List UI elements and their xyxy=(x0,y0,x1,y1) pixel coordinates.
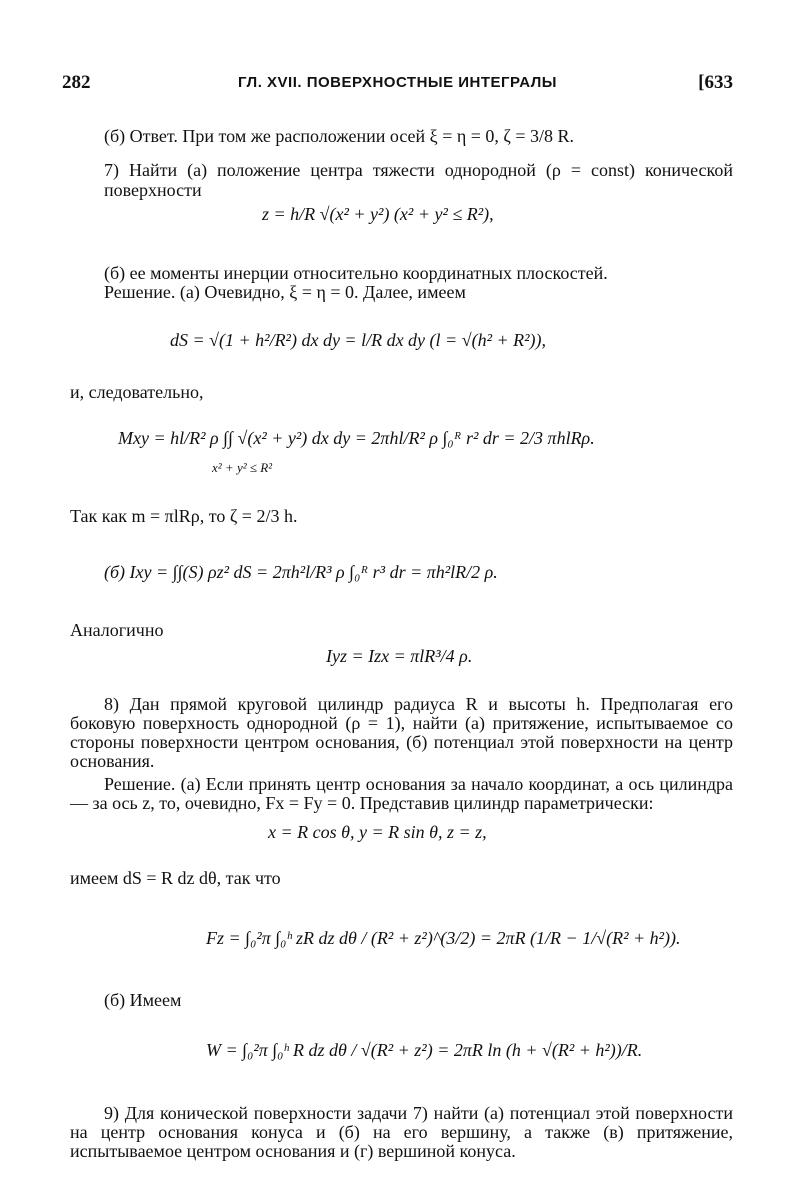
equation-w: W = ∫₀²π ∫₀ʰ R dz dθ / √(R² + z²) = 2πR ln (h + √(R² + h²))/R. xyxy=(206,1040,643,1060)
problem-7-text: 7) Найти (а) положение центра тяжести однородной (ρ = const) конической поверхности xyxy=(104,160,733,200)
hence-text: и, следовательно, xyxy=(70,382,204,402)
equation-param: x = R cos θ, y = R sin θ, z = z, xyxy=(268,822,487,842)
answer-6b: (б) Ответ. При том же расположении осей ξ = η = 0, ζ = 3/8 R. xyxy=(104,126,575,146)
similarly-text: Аналогично xyxy=(70,620,164,640)
since-text: Так как m = πlRρ, то ζ = 2/3 h. xyxy=(70,506,298,526)
section-number: [633 xyxy=(698,72,733,93)
equation-mxy: Mxy = hl/R² ρ ∫∫ √(x² + y²) dx dy = 2πhl/R² ρ ∫₀ᴿ r² dr = 2/3 πhlRρ. xyxy=(118,428,595,448)
solution-7a: Решение. (а) Очевидно, ξ = η = 0. Далее, имеем xyxy=(104,282,466,302)
chapter-title: ГЛ. XVII. ПОВЕРХНОСТНЫЕ ИНТЕГРАЛЫ xyxy=(238,74,557,91)
equation-mxy-domain: x² + y² ≤ R² xyxy=(212,460,273,475)
equation-iyz: Iyz = Izx = πlR³/4 ρ. xyxy=(326,646,473,666)
have-6b-text: (б) Имеем xyxy=(104,990,182,1010)
have-ds-text: имеем dS = R dz dθ, так что xyxy=(70,868,281,888)
problem-7b: (б) ее моменты инерции относительно координатных плоскостей. xyxy=(104,263,608,283)
equation-cone: z = h/R √(x² + y²) (x² + y² ≤ R²), xyxy=(262,204,494,224)
problem-9: 9) Для конической поверхности задачи 7) найти (а) потенциал этой поверхности на центр основания конуса и (б) на его вершину, а также (в) притяжение, испытываемое центром основания и (г) вершиной конуса. xyxy=(70,1103,733,1161)
page-number: 282 xyxy=(62,72,91,93)
problem-7-intro xyxy=(104,160,733,200)
equation-ds: dS = √(1 + h²/R²) dx dy = l/R dx dy (l = √(h² + R²)), xyxy=(170,330,546,350)
solution-8: Решение. (а) Если принять центр основания за начало координат, а ось цилиндра — за ось z, то, очевидно, Fx = Fy = 0. Представив цилиндр параметрически: xyxy=(70,774,733,813)
equation-fz: Fz = ∫₀²π ∫₀ʰ zR dz dθ / (R² + z²)^(3/2) = 2πR (1/R − 1/√(R² + h²)). xyxy=(206,928,681,948)
page-header xyxy=(62,72,733,100)
problem-8: 8) Дан прямой круговой цилиндр радиуса R и высоты h. Предполагая его боковую поверхность однородной (ρ = 1), найти (а) притяжение, испытываемое со стороны поверхности центром основания, (б) потенциал этой поверхности на центр основания. xyxy=(70,694,733,771)
equation-ixy: (б) Ixy = ∫∫(S) ρz² dS = 2πh²l/R³ ρ ∫₀ᴿ r³ dr = πh²lR/2 ρ. xyxy=(104,562,498,582)
